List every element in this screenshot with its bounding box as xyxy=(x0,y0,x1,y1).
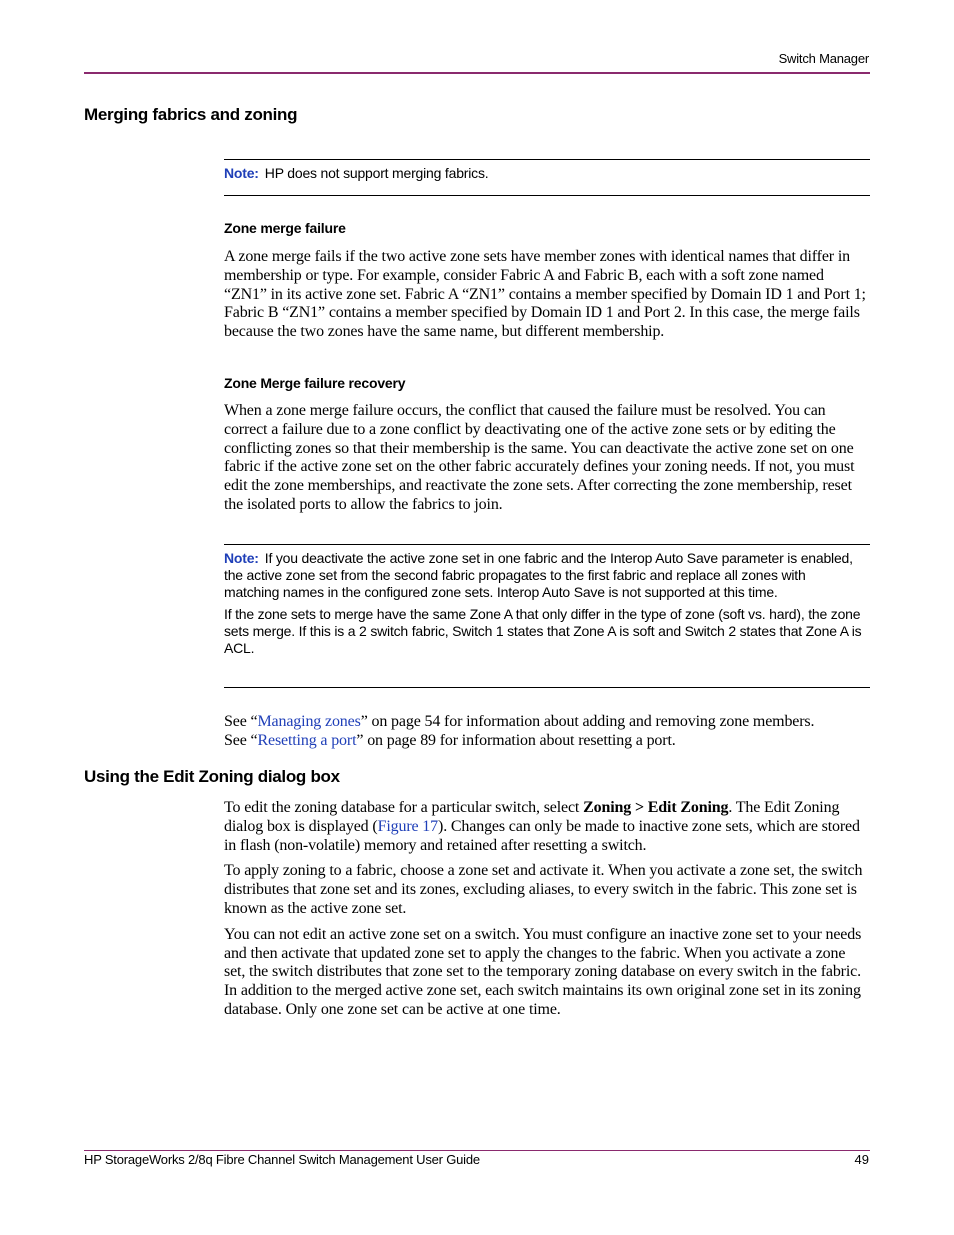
paragraph-text: A zone merge fails if the two active zone sets have member zones with identical names that differ in membership or type. For example, consider Fabric A and Fabric B, each with a soft zone named “ZN1” in its active zone set. Fabric A “ZN1” contains a member specified by Domain ID 1 and Port 1; Fabric B “ZN1” contains a member specified by Domain ID 1 and Port 2. In this case, the merge fails because the two zones have the same name, but different membership. xyxy=(224,248,866,341)
paragraph-edit-zoning-intro: To edit the zoning database for a particular switch, select Zoning > Edit Zoning. The Edit Zoning dialog box is displayed (Figure 17). Changes can only be made to inactive zone sets, which are stored in flash (non-volatile) memory and retained after resetting a switch. xyxy=(224,799,860,854)
paragraph-text: When a zone merge failure occurs, the conflict that caused the failure must be resolved. You can correct a failure due to a zone conflict by deactivating one of the active zone sets or by editing the conflicting zones so that their membership is the same. You can deactivate the active zone set on one fabric if the active zone set on the other fabric accurately defines your zoning needs. If not, you must edit the zone memberships, and reactivate the zone sets. After correcting the zone membership, reset the isolated ports to allow the fabrics to join. xyxy=(224,402,855,513)
note-top-rule xyxy=(224,544,870,545)
page-number: 49 xyxy=(854,1152,869,1167)
note-merging-fabrics xyxy=(224,165,864,182)
note-paragraph xyxy=(224,550,864,601)
note-bottom-rule xyxy=(224,195,870,196)
menu-path: Zoning > Edit Zoning xyxy=(583,799,729,816)
note-text: If you deactivate the active zone set in one fabric and the Interop Auto Save parameter is enabled, the active zone set from the second fabric propagates to the first fabric and replace all zones with matching names in the configured zone sets. Interop Auto Save is not supported at this time. xyxy=(224,550,853,600)
paragraph-apply-zoning: To apply zoning to a fabric, choose a zone set and activate it. When you activate a zone set, the switch distributes that zone set and its zones, excluding aliases, to every switch in the fabric. This zone set is known as the active zone set. xyxy=(224,862,863,917)
note-label: Note: xyxy=(224,550,259,566)
link-figure-17[interactable]: Figure 17 xyxy=(377,817,439,835)
note-bottom-rule xyxy=(224,687,870,688)
subheading-zone-merge-failure: Zone merge failure xyxy=(224,220,346,236)
subheading-zone-merge-recovery: Zone Merge failure recovery xyxy=(224,375,406,391)
cross-references xyxy=(224,713,870,751)
crossref-line: See “Resetting a port” on page 89 for information about resetting a port. xyxy=(224,731,676,749)
paragraph-zone-merge-failure xyxy=(224,248,870,342)
edit-zoning-body xyxy=(224,799,870,1020)
paragraph-active-zone-set: You can not edit an active zone set on a switch. You must configure an inactive zone set to your needs and then activate that updated zone set to apply the changes to the fabric. When you activate a zone set, the switch distributes that zone set to the temporary zoning database on every switch in the fabric. In addition to the merged active zone set, each switch maintains its own original zone set in its zoning database. Only one zone set can be active at one time. xyxy=(224,925,862,1018)
note-top-rule xyxy=(224,159,870,160)
paragraph-zone-merge-recovery xyxy=(224,402,870,515)
crossref-line: See “Managing zones” on page 54 for information about adding and removing zone members. xyxy=(224,713,815,730)
running-header: Switch Manager xyxy=(778,51,869,66)
note-text: HP does not support merging fabrics. xyxy=(264,165,489,181)
footer-title: HP StorageWorks 2/8q Fibre Channel Switch Management User Guide xyxy=(84,1152,480,1167)
footer-rule xyxy=(84,1150,870,1151)
link-resetting-a-port[interactable]: Resetting a port xyxy=(257,731,357,749)
note-label: Note: xyxy=(224,165,259,181)
note-paragraph: If the zone sets to merge have the same Zone A that only differ in the type of zone (soft vs. hard), the zone sets merge. If this is a 2 switch fabric, Switch 1 states that Zone A is soft and Switch 2 states that Zone A is ACL. xyxy=(224,606,862,656)
section-heading-merging-fabrics: Merging fabrics and zoning xyxy=(84,105,298,124)
header-rule xyxy=(84,72,870,74)
link-managing-zones[interactable]: Managing zones xyxy=(257,713,361,730)
section-heading-edit-zoning: Using the Edit Zoning dialog box xyxy=(84,767,340,786)
note-interop-auto-save xyxy=(224,550,864,657)
